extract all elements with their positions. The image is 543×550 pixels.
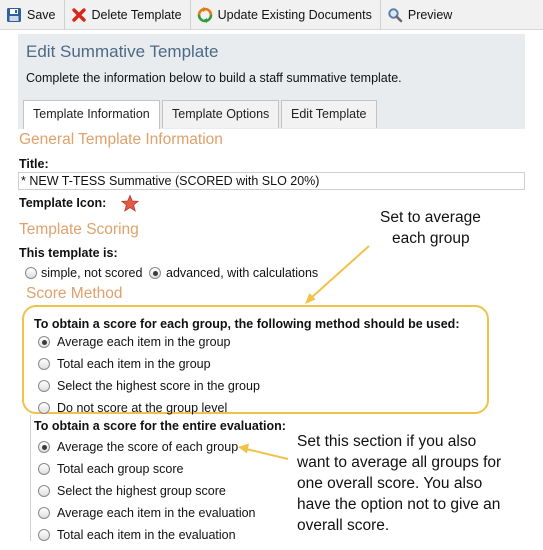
tab-edit-template[interactable]: Edit Template: [281, 100, 377, 128]
option-average-score-each-group-label: Average the score of each group: [57, 440, 239, 454]
option-highest-group-score-label: Select the highest group score: [57, 484, 226, 498]
option-average-each-item-evaluation-label: Average each item in the evaluation: [57, 506, 256, 520]
option-do-not-score-group-label: Do not score at the group level: [57, 401, 228, 415]
tab-template-information[interactable]: Template Information: [23, 100, 160, 129]
title-label: Title:: [19, 157, 49, 171]
template-scoring-heading: Template Scoring: [19, 221, 139, 238]
tab-template-options[interactable]: Template Options: [162, 100, 279, 128]
group-method-label: To obtain a score for each group, the following method should be used:: [34, 317, 460, 331]
page-description: Complete the information below to build a staff summative template.: [26, 71, 402, 85]
page-title: Edit Summative Template: [26, 42, 219, 61]
annotation-bottom-line-3: one overall score. You also: [297, 475, 483, 492]
preview-label: Preview: [407, 7, 453, 22]
annotation-bottom-line-1: Set this section if you also: [297, 433, 477, 450]
annotation-bottom-line-5: overall score.: [297, 517, 390, 534]
annotation-bottom-line-4: have the option not to give an: [297, 496, 501, 513]
annotation-top-line-2: each group: [392, 230, 470, 247]
save-label: Save: [27, 7, 56, 22]
option-total-each-item-evaluation-label: Total each item in the evaluation: [57, 528, 236, 542]
delete-template-label: Delete Template: [91, 7, 182, 22]
arrow-to-group-method-line: [311, 246, 369, 298]
annotation-bottom-line-2: want to average all groups for: [297, 454, 502, 471]
option-total-each-item-group-label: Total each item in the group: [57, 357, 211, 371]
template-type-label: This template is:: [19, 246, 118, 260]
score-method-heading: Score Method: [26, 285, 123, 302]
option-highest-score-group-label: Select the highest score in the group: [57, 379, 260, 393]
option-simple-not-scored-label: simple, not scored: [41, 266, 143, 280]
option-total-each-group-score-label: Total each group score: [57, 462, 184, 476]
option-advanced-label: advanced, with calculations: [166, 266, 319, 280]
arrow-to-evaluation-method-head: [238, 444, 249, 454]
annotation-top-line-1: Set to average: [380, 209, 481, 226]
template-icon-label: Template Icon:: [19, 196, 107, 210]
option-average-each-item-group-label: Average each item in the group: [57, 335, 231, 349]
arrow-to-evaluation-method-line: [246, 449, 288, 459]
update-existing-documents-label: Update Existing Documents: [217, 7, 372, 22]
general-section-heading: General Template Information: [19, 131, 223, 148]
evaluation-method-label: To obtain a score for the entire evaluation:: [34, 419, 286, 433]
